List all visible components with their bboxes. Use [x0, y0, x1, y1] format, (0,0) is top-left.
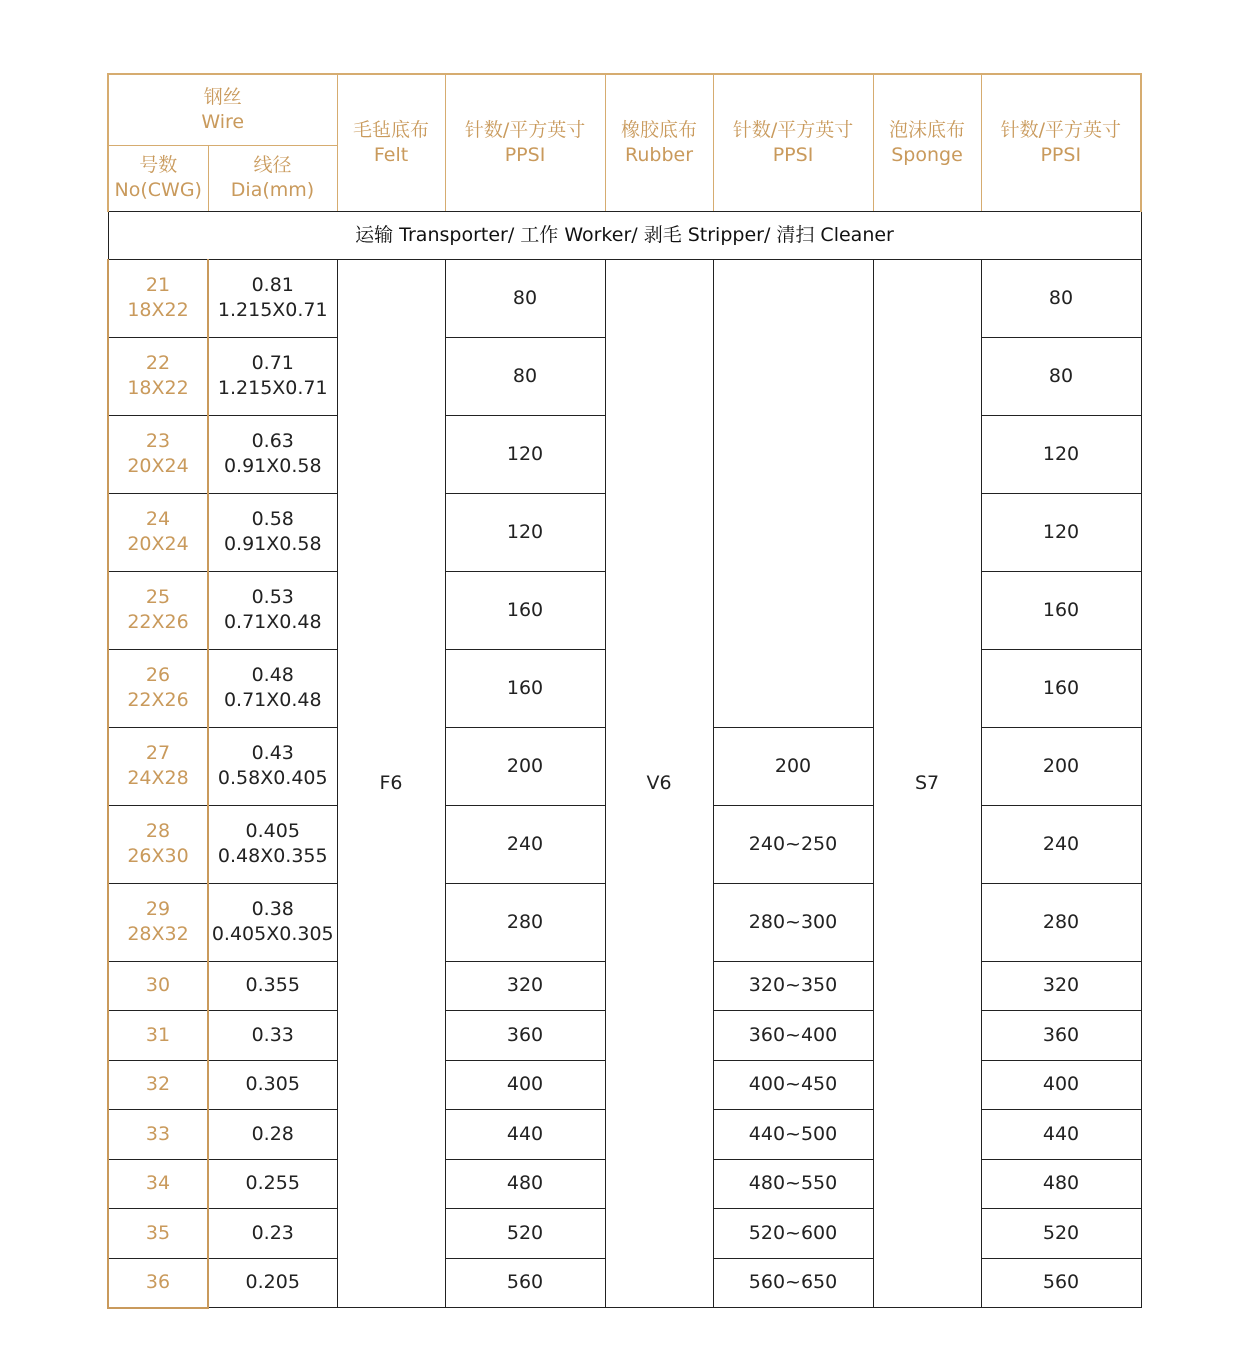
- cell-wire-no: [108, 1159, 208, 1209]
- cell-wire-dia-line: 0.405X0.305: [211, 923, 334, 945]
- cell-sponge-ppsi-line: 440: [1042, 1122, 1080, 1145]
- cell-wire-no: [108, 259, 208, 337]
- header-no-en: No(CWG): [114, 179, 202, 201]
- cell-felt-ppsi-line: 240: [506, 832, 544, 855]
- cell-wire-no-line: 31: [145, 1023, 171, 1046]
- cell-felt-ppsi-line: 360: [506, 1023, 544, 1046]
- cell-wire-no: [108, 1011, 208, 1061]
- cell-felt-ppsi-line: 480: [506, 1172, 544, 1195]
- cell-wire-dia: [208, 883, 337, 961]
- card-clothing-spec-table: [107, 73, 1142, 1309]
- cell-wire-no-line: 18X22: [127, 377, 189, 399]
- cell-wire-no: [108, 337, 208, 415]
- cell-wire-no-line: 26X30: [127, 845, 189, 867]
- cell-felt-ppsi: [445, 1011, 605, 1061]
- cell-felt-ppsi-line: 400: [506, 1073, 544, 1096]
- cell-wire-no: [108, 805, 208, 883]
- header-ppsi-rubber-cn: 针数/平方英寸: [732, 119, 854, 142]
- cell-sponge-ppsi-line: 160: [1042, 676, 1080, 699]
- cell-wire-no: [108, 727, 208, 805]
- cell-felt-ppsi: [445, 415, 605, 493]
- cell-wire-no: [108, 649, 208, 727]
- cell-wire-dia-line: 1.215X0.71: [217, 377, 328, 399]
- cell-wire-dia-line: 0.71: [251, 352, 294, 375]
- cell-felt-ppsi-line: 200: [506, 754, 544, 777]
- cell-rubber-ppsi: [713, 1110, 873, 1160]
- cell-wire-no-line: 26: [145, 664, 171, 687]
- cell-wire-dia-line: 0.355: [245, 974, 300, 997]
- cell-wire-dia-line: 0.28: [251, 1122, 294, 1145]
- cell-wire-dia: [208, 1209, 337, 1259]
- cell-wire-no-line: 22X26: [127, 611, 189, 633]
- cell-felt-ppsi: [445, 493, 605, 571]
- cell-sponge-ppsi-line: 120: [1042, 520, 1080, 543]
- header-rubber-en: Rubber: [625, 143, 694, 166]
- cell-felt-ppsi: [445, 961, 605, 1011]
- header-dia-cn: 线径: [253, 154, 292, 177]
- cell-rubber-ppsi: [713, 727, 873, 805]
- cell-sponge-ppsi: [981, 1060, 1141, 1110]
- cell-rubber-ppsi: [713, 961, 873, 1011]
- cell-felt-ppsi: [445, 1258, 605, 1308]
- cell-wire-dia: [208, 805, 337, 883]
- cell-rubber-ppsi: [713, 1209, 873, 1259]
- cell-felt-ppsi: [445, 1159, 605, 1209]
- cell-wire-dia-line: 0.48: [251, 664, 294, 687]
- cell-rubber-ppsi: [713, 1011, 873, 1061]
- cell-rubber-ppsi-line: 360~400: [748, 1023, 838, 1046]
- header-sponge-en: Sponge: [891, 143, 963, 166]
- cell-felt-ppsi-line: 160: [506, 676, 544, 699]
- cell-rubber-ppsi-line: 520~600: [748, 1221, 838, 1244]
- cell-rubber-ppsi-empty: [713, 259, 873, 727]
- cell-wire-no-line: 18X22: [127, 299, 189, 321]
- cell-wire-no-line: 22: [145, 352, 171, 375]
- cell-wire-no-line: 35: [145, 1221, 171, 1244]
- cell-felt-ppsi-line: 520: [506, 1221, 544, 1244]
- cell-wire-no-line: 24: [145, 508, 171, 531]
- cell-rubber-ppsi-line: 480~550: [748, 1172, 838, 1195]
- cell-wire-dia-line: 0.33: [251, 1023, 294, 1046]
- cell-wire-no-line: 30: [145, 974, 171, 997]
- cell-wire-no: [108, 883, 208, 961]
- cell-wire-no-line: 29: [145, 898, 171, 921]
- cell-rubber-code: [605, 259, 713, 1308]
- header-ppsi-sponge-cn: 针数/平方英寸: [1000, 119, 1121, 142]
- cell-felt-ppsi: [445, 883, 605, 961]
- cell-felt-ppsi: [445, 805, 605, 883]
- cell-rubber-ppsi-line: 400~450: [748, 1073, 838, 1096]
- cell-wire-dia-line: 0.58X0.405: [217, 767, 328, 789]
- cell-wire-no-line: 23: [145, 430, 171, 453]
- header-no: [108, 145, 208, 211]
- cell-sponge-ppsi: [981, 961, 1141, 1011]
- cell-rubber-ppsi-line: 240~250: [748, 832, 838, 855]
- cell-wire-dia: [208, 337, 337, 415]
- cell-wire-dia-line: 0.48X0.355: [217, 845, 328, 867]
- cell-wire-dia: [208, 1060, 337, 1110]
- cell-rubber-ppsi-line: 440~500: [748, 1122, 838, 1145]
- cell-rubber-ppsi-line: 280~300: [748, 910, 838, 933]
- applications-row: 运输 Transporter/ 工作 Worker/ 剥毛 Stripper/ 清扫 Cleaner: [108, 211, 1141, 259]
- cell-wire-dia-line: 0.23: [251, 1221, 294, 1244]
- cell-felt-ppsi: [445, 337, 605, 415]
- cell-wire-no-line: 27: [145, 742, 171, 765]
- cell-wire-no-line: 28X32: [127, 923, 189, 945]
- cell-wire-dia: [208, 1110, 337, 1160]
- cell-sponge-ppsi: [981, 727, 1141, 805]
- cell-wire-no-line: 20X24: [127, 533, 189, 555]
- cell-felt-ppsi: [445, 1209, 605, 1259]
- header-ppsi-felt-en: PPSI: [504, 143, 546, 166]
- cell-wire-dia-line: 0.53: [251, 586, 294, 609]
- cell-wire-dia: [208, 1159, 337, 1209]
- cell-felt-code-line: F6: [379, 771, 403, 794]
- cell-wire-no: [108, 415, 208, 493]
- cell-wire-dia-line: 0.43: [251, 742, 294, 765]
- cell-wire-no-line: 36: [145, 1271, 171, 1294]
- cell-rubber-ppsi: [713, 1060, 873, 1110]
- cell-sponge-ppsi-line: 400: [1042, 1073, 1080, 1096]
- header-felt: [337, 74, 445, 211]
- cell-sponge-ppsi-line: 480: [1042, 1172, 1080, 1195]
- cell-wire-dia-line: 0.71X0.48: [223, 611, 322, 633]
- cell-wire-dia: [208, 1011, 337, 1061]
- cell-sponge-ppsi-line: 280: [1042, 910, 1080, 933]
- cell-wire-no-line: 21: [145, 274, 171, 297]
- cell-sponge-ppsi-line: 200: [1042, 754, 1080, 777]
- cell-wire-no: [108, 1110, 208, 1160]
- cell-sponge-ppsi: [981, 1159, 1141, 1209]
- cell-rubber-ppsi: [713, 805, 873, 883]
- header-ppsi-rubber: [713, 74, 873, 211]
- cell-sponge-ppsi: [981, 1110, 1141, 1160]
- header-wire-cn: 钢丝: [203, 86, 242, 109]
- cell-felt-ppsi: [445, 571, 605, 649]
- cell-sponge-ppsi-line: 120: [1042, 442, 1080, 465]
- cell-sponge-ppsi-line: 560: [1042, 1271, 1080, 1294]
- header-rubber-cn: 橡胶底布: [621, 119, 698, 142]
- cell-sponge-ppsi: [981, 493, 1141, 571]
- header-ppsi-sponge: [981, 74, 1141, 211]
- header-dia: [208, 145, 337, 211]
- cell-wire-no-line: 28: [145, 820, 171, 843]
- cell-sponge-ppsi: [981, 415, 1141, 493]
- cell-felt-ppsi-line: 560: [506, 1271, 544, 1294]
- cell-sponge-ppsi: [981, 1209, 1141, 1259]
- cell-wire-dia-line: 0.81: [251, 274, 294, 297]
- cell-wire-no: [108, 1209, 208, 1259]
- cell-wire-no-line: 34: [145, 1172, 171, 1195]
- header-wire-en: Wire: [201, 110, 245, 133]
- cell-rubber-ppsi-line: 200: [774, 754, 812, 777]
- cell-sponge-ppsi: [981, 259, 1141, 337]
- cell-wire-dia-line: 0.58: [251, 508, 294, 531]
- cell-wire-no: [108, 1060, 208, 1110]
- cell-wire-dia-line: 1.215X0.71: [217, 299, 328, 321]
- header-ppsi-rubber-en: PPSI: [772, 143, 814, 166]
- cell-wire-dia-line: 0.255: [245, 1172, 300, 1195]
- cell-wire-no-line: 25: [145, 586, 171, 609]
- cell-sponge-ppsi: [981, 805, 1141, 883]
- cell-sponge-ppsi: [981, 337, 1141, 415]
- cell-felt-code: [337, 259, 445, 1308]
- cell-wire-no: [108, 571, 208, 649]
- cell-felt-ppsi: [445, 259, 605, 337]
- cell-wire-dia: [208, 961, 337, 1011]
- cell-rubber-ppsi: [713, 1258, 873, 1308]
- cell-sponge-code: [873, 259, 981, 1308]
- header-ppsi-felt: [445, 74, 605, 211]
- cell-felt-ppsi-line: 80: [512, 286, 538, 309]
- cell-wire-dia-line: 0.71X0.48: [223, 689, 322, 711]
- cell-rubber-ppsi-line: 560~650: [748, 1271, 838, 1294]
- cell-wire-dia-line: 0.305: [245, 1073, 300, 1096]
- cell-wire-dia: [208, 493, 337, 571]
- cell-sponge-ppsi: [981, 1258, 1141, 1308]
- cell-wire-no-line: 22X26: [127, 689, 189, 711]
- cell-wire-no-line: 33: [145, 1122, 171, 1145]
- header-wire: [108, 74, 337, 145]
- cell-felt-ppsi: [445, 1110, 605, 1160]
- cell-wire-no-line: 24X28: [127, 767, 189, 789]
- cell-sponge-code-line: S7: [914, 771, 940, 794]
- cell-wire-dia-line: 0.63: [251, 430, 294, 453]
- cell-wire-dia-line: 0.205: [245, 1271, 300, 1294]
- cell-sponge-ppsi-line: 80: [1048, 286, 1074, 309]
- cell-felt-ppsi: [445, 649, 605, 727]
- cell-wire-no: [108, 493, 208, 571]
- cell-wire-no: [108, 1258, 208, 1308]
- table-row: [108, 259, 1141, 337]
- cell-felt-ppsi-line: 320: [506, 974, 544, 997]
- cell-sponge-ppsi-line: 360: [1042, 1023, 1080, 1046]
- cell-wire-dia: [208, 649, 337, 727]
- cell-felt-ppsi-line: 120: [506, 442, 544, 465]
- cell-sponge-ppsi-line: 80: [1048, 364, 1074, 387]
- cell-felt-ppsi-line: 160: [506, 598, 544, 621]
- cell-wire-dia-line: 0.38: [251, 898, 294, 921]
- cell-rubber-ppsi: [713, 1159, 873, 1209]
- cell-rubber-code-line: V6: [646, 771, 672, 794]
- cell-wire-dia: [208, 259, 337, 337]
- cell-wire-dia: [208, 1258, 337, 1308]
- header-sponge-cn: 泡沫底布: [889, 119, 966, 142]
- cell-sponge-ppsi: [981, 649, 1141, 727]
- cell-wire-dia-line: 0.405: [245, 820, 300, 843]
- cell-sponge-ppsi: [981, 1011, 1141, 1061]
- header-no-cn: 号数: [139, 154, 178, 177]
- cell-felt-ppsi: [445, 1060, 605, 1110]
- cell-wire-dia: [208, 571, 337, 649]
- cell-wire-dia-line: 0.91X0.58: [223, 533, 322, 555]
- cell-sponge-ppsi-line: 520: [1042, 1221, 1080, 1244]
- cell-felt-ppsi: [445, 727, 605, 805]
- cell-felt-ppsi-line: 120: [506, 520, 544, 543]
- cell-wire-dia-line: 0.91X0.58: [223, 455, 322, 477]
- header-sponge: [873, 74, 981, 211]
- cell-sponge-ppsi: [981, 571, 1141, 649]
- cell-sponge-ppsi-line: 240: [1042, 832, 1080, 855]
- cell-wire-dia: [208, 415, 337, 493]
- cell-wire-dia: [208, 727, 337, 805]
- header-ppsi-sponge-en: PPSI: [1040, 143, 1082, 166]
- header-rubber: [605, 74, 713, 211]
- header-ppsi-felt-cn: 针数/平方英寸: [464, 119, 586, 142]
- header-dia-en: Dia(mm): [230, 179, 315, 201]
- cell-rubber-ppsi: [713, 883, 873, 961]
- cell-sponge-ppsi-line: 160: [1042, 598, 1080, 621]
- header-felt-cn: 毛毡底布: [353, 119, 430, 142]
- cell-wire-no: [108, 961, 208, 1011]
- cell-wire-no-line: 32: [145, 1073, 171, 1096]
- cell-felt-ppsi-line: 440: [506, 1122, 544, 1145]
- cell-sponge-ppsi-line: 320: [1042, 974, 1080, 997]
- cell-felt-ppsi-line: 280: [506, 910, 544, 933]
- cell-wire-no-line: 20X24: [127, 455, 189, 477]
- header-felt-en: Felt: [373, 143, 409, 166]
- cell-sponge-ppsi: [981, 883, 1141, 961]
- cell-felt-ppsi-line: 80: [512, 364, 538, 387]
- cell-rubber-ppsi-line: 320~350: [748, 974, 838, 997]
